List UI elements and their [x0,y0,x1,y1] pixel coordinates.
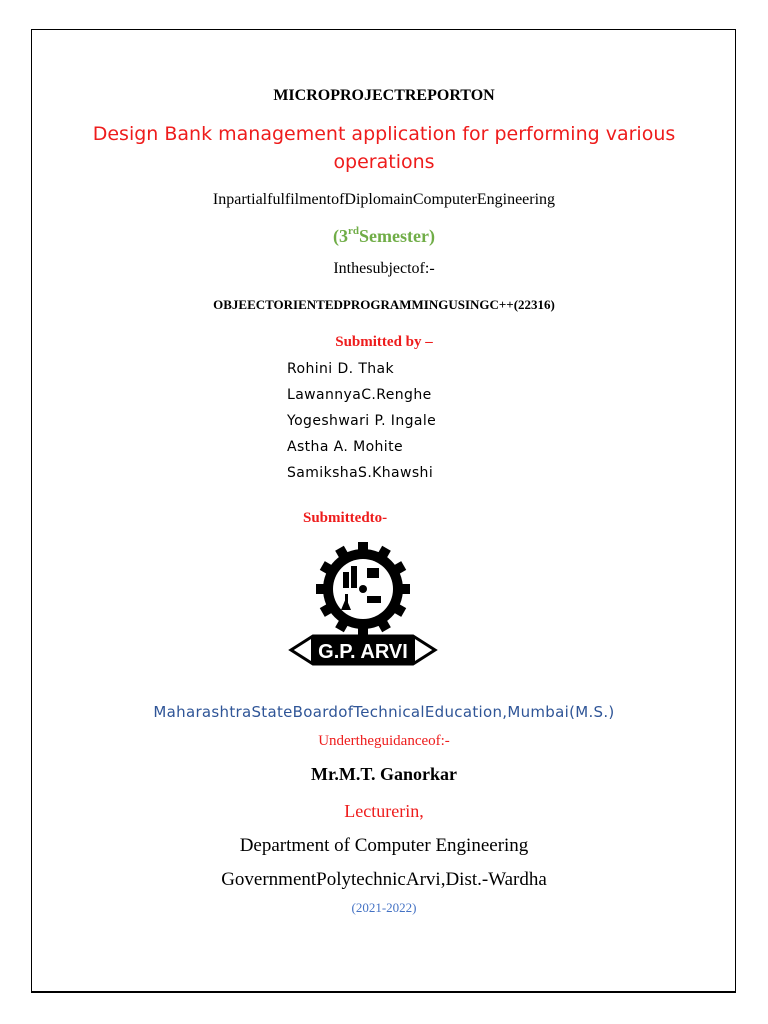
student-name: Yogeshwari P. Ingale [287,413,437,429]
submitted-by-label: Submitted by – [335,334,433,350]
submitted-to-label: Submittedto- [303,510,388,526]
project-title-line1: Design Bank management application for performing various [92,123,676,145]
college-logo [283,532,443,678]
department-name: Department of Computer Engineering [239,835,529,856]
student-name: Astha A. Mohite [287,439,404,455]
board-name: MaharashtraStateBoardofTechnicalEducation,Mumbai(M.S.) [153,703,615,721]
student-name: Rohini D. Thak [287,361,395,377]
guide-role: Lecturerin, [344,801,424,821]
partial-fulfilment: InpartialfulfilmentofDiplomainComputerEngineering [212,191,556,208]
subject-label: Inthesubjectof:- [333,260,435,277]
academic-year: (2021-2022) [351,900,417,915]
institute-name: GovernmentPolytechnicArvi,Dist.-Wardha [221,869,547,890]
subject-name: OBJEECTORIENTEDPROGRAMMINGUSINGC++(22316) [213,297,555,312]
semester-open: (3 [333,226,349,246]
semester-sup: rd [348,225,360,237]
guidance-label: Undertheguidanceof:- [318,733,450,749]
guide-name: Mr.M.T. Ganorkar [311,764,457,784]
semester-rest: Semester) [359,226,435,246]
project-title-line2: operations [333,151,435,173]
logo-text: G.P. ARVI [318,641,408,663]
student-name: SamikshaS.Khawshi [287,465,434,481]
report-label: MICROPROJECTREPORTON [273,87,495,104]
student-name: LawannyaC.Renghe [287,387,432,403]
semester [0,226,768,247]
